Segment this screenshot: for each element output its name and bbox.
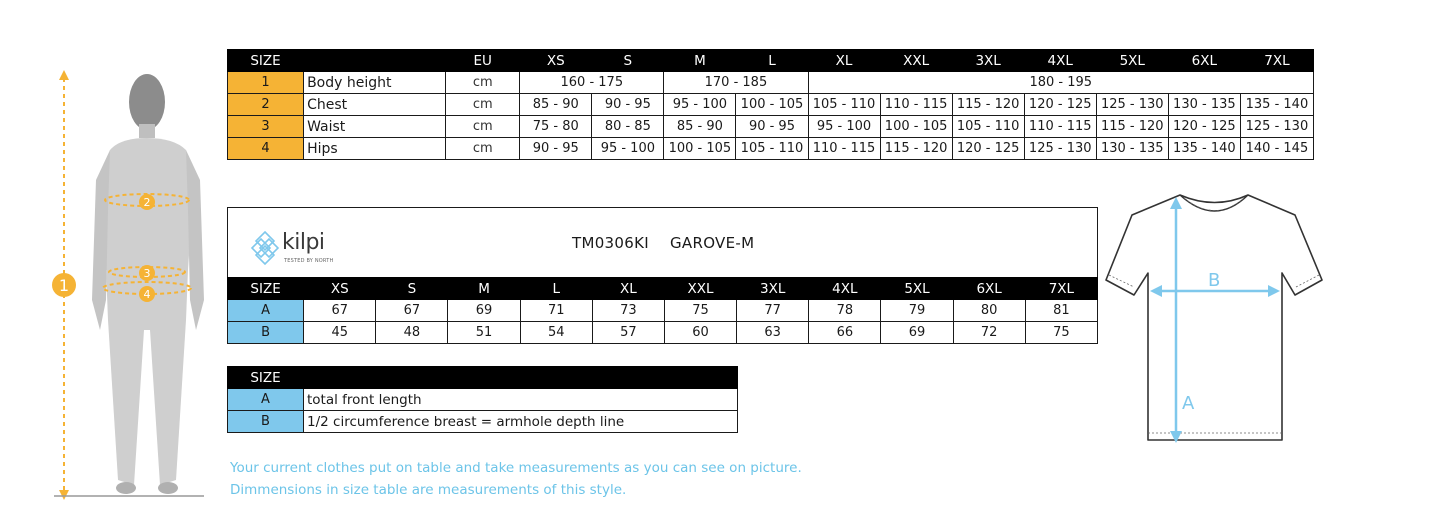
svg-text:2: 2 bbox=[143, 196, 151, 209]
height-range-cell: 180 - 195 bbox=[808, 72, 1314, 94]
row-label: Hips bbox=[304, 138, 446, 160]
value-cell: 110 - 115 bbox=[1024, 116, 1096, 138]
style-name: GAROVE-M bbox=[670, 234, 755, 252]
logo-tagline: TESTED BY NORTH bbox=[284, 258, 334, 264]
legend-text: 1/2 circumference breast = armhole depth line bbox=[304, 411, 738, 433]
value-cell: 75 bbox=[1025, 322, 1097, 344]
row-number: 2 bbox=[228, 94, 304, 116]
marker-3 bbox=[139, 265, 155, 281]
value-cell: 85 - 90 bbox=[520, 94, 592, 116]
unit-cell: cm bbox=[446, 72, 520, 94]
row-label: Chest bbox=[304, 94, 446, 116]
marker-2 bbox=[139, 194, 155, 210]
header-cell: M bbox=[448, 278, 520, 300]
header-cell: XS bbox=[304, 278, 376, 300]
unit-cell: cm bbox=[446, 94, 520, 116]
table-header-row bbox=[228, 367, 738, 389]
table-row-waist bbox=[228, 116, 1314, 138]
legend-table bbox=[227, 366, 738, 433]
value-cell: 81 bbox=[1025, 300, 1097, 322]
value-cell: 67 bbox=[376, 300, 448, 322]
value-cell: 66 bbox=[809, 322, 881, 344]
value-cell: 120 - 125 bbox=[1168, 116, 1240, 138]
header-cell: SIZE bbox=[228, 50, 304, 72]
value-cell: 60 bbox=[664, 322, 736, 344]
row-label: Waist bbox=[304, 116, 446, 138]
value-cell: 100 - 105 bbox=[664, 138, 736, 160]
tshirt-diagram bbox=[1100, 185, 1330, 450]
value-cell: 125 - 130 bbox=[1024, 138, 1096, 160]
value-cell: 135 - 140 bbox=[1168, 138, 1240, 160]
value-cell: 69 bbox=[881, 322, 953, 344]
body-size-table bbox=[227, 49, 1314, 160]
kilpi-knot-icon bbox=[248, 228, 282, 268]
value-cell: 115 - 120 bbox=[952, 94, 1024, 116]
value-cell: 95 - 100 bbox=[808, 116, 880, 138]
table-header-row bbox=[228, 50, 1314, 72]
value-cell: 80 bbox=[953, 300, 1025, 322]
value-cell: 73 bbox=[592, 300, 664, 322]
table-row-chest bbox=[228, 94, 1314, 116]
table-header-row bbox=[228, 278, 1098, 300]
header-cell: XXL bbox=[664, 278, 736, 300]
value-cell: 110 - 115 bbox=[808, 138, 880, 160]
header-cell: M bbox=[664, 50, 736, 72]
row-number: 1 bbox=[228, 72, 304, 94]
header-cell bbox=[304, 367, 738, 389]
row-key: A bbox=[228, 300, 304, 322]
value-cell: 45 bbox=[304, 322, 376, 344]
legend-row-b bbox=[228, 411, 738, 433]
table-row-b bbox=[228, 322, 1098, 344]
value-cell: 69 bbox=[448, 300, 520, 322]
value-cell: 63 bbox=[737, 322, 809, 344]
value-cell: 85 - 90 bbox=[664, 116, 736, 138]
value-cell: 95 - 100 bbox=[592, 138, 664, 160]
header-cell: L bbox=[520, 278, 592, 300]
value-cell: 120 - 125 bbox=[1024, 94, 1096, 116]
header-cell: L bbox=[736, 50, 808, 72]
value-cell: 78 bbox=[809, 300, 881, 322]
label-b: B bbox=[1208, 270, 1221, 291]
value-cell: 120 - 125 bbox=[952, 138, 1024, 160]
header-cell: 3XL bbox=[737, 278, 809, 300]
header-cell: XL bbox=[592, 278, 664, 300]
value-cell: 48 bbox=[376, 322, 448, 344]
value-cell: 90 - 95 bbox=[736, 116, 808, 138]
value-cell: 54 bbox=[520, 322, 592, 344]
value-cell: 105 - 110 bbox=[736, 138, 808, 160]
row-number: 4 bbox=[228, 138, 304, 160]
table-row-a bbox=[228, 300, 1098, 322]
header-cell: 5XL bbox=[881, 278, 953, 300]
height-range-cell: 170 - 185 bbox=[664, 72, 808, 94]
svg-text:4: 4 bbox=[143, 288, 151, 301]
header-cell: 4XL bbox=[809, 278, 881, 300]
row-key: B bbox=[228, 411, 304, 433]
table-row-body-height bbox=[228, 72, 1314, 94]
header-cell: SIZE bbox=[228, 367, 304, 389]
value-cell: 72 bbox=[953, 322, 1025, 344]
row-key: B bbox=[228, 322, 304, 344]
value-cell: 115 - 120 bbox=[1096, 116, 1168, 138]
header-cell: EU bbox=[446, 50, 520, 72]
value-cell: 135 - 140 bbox=[1240, 94, 1313, 116]
value-cell: 100 - 105 bbox=[880, 116, 952, 138]
value-cell: 57 bbox=[592, 322, 664, 344]
value-cell: 105 - 110 bbox=[952, 116, 1024, 138]
dimensions-note: Dimmensions in size table are measurements of this style. bbox=[230, 482, 627, 498]
value-cell: 95 - 100 bbox=[664, 94, 736, 116]
header-cell: 3XL bbox=[952, 50, 1024, 72]
value-cell: 140 - 145 bbox=[1240, 138, 1313, 160]
header-cell: 6XL bbox=[953, 278, 1025, 300]
value-cell: 71 bbox=[520, 300, 592, 322]
marker-1 bbox=[52, 273, 76, 297]
style-header bbox=[227, 207, 1098, 277]
height-range-cell: 160 - 175 bbox=[520, 72, 664, 94]
row-key: A bbox=[228, 389, 304, 411]
logo-wordmark: kilpi bbox=[282, 230, 325, 255]
value-cell: 110 - 115 bbox=[880, 94, 952, 116]
unit-cell: cm bbox=[446, 138, 520, 160]
body-measurement-figure bbox=[40, 60, 220, 505]
value-cell: 100 - 105 bbox=[736, 94, 808, 116]
style-code: TM0306KI bbox=[572, 234, 649, 252]
header-cell: SIZE bbox=[228, 278, 304, 300]
instruction-note: Your current clothes put on table and take measurements as you can see on picture. bbox=[230, 460, 802, 476]
header-cell: XL bbox=[808, 50, 880, 72]
header-cell bbox=[304, 50, 446, 72]
legend-text: total front length bbox=[304, 389, 738, 411]
header-cell: S bbox=[592, 50, 664, 72]
header-cell: XXL bbox=[880, 50, 952, 72]
value-cell: 130 - 135 bbox=[1096, 138, 1168, 160]
value-cell: 130 - 135 bbox=[1168, 94, 1240, 116]
svg-text:1: 1 bbox=[58, 276, 70, 295]
table-row-hips bbox=[228, 138, 1314, 160]
row-label: Body height bbox=[304, 72, 446, 94]
value-cell: 80 - 85 bbox=[592, 116, 664, 138]
row-number: 3 bbox=[228, 116, 304, 138]
kilpi-logo bbox=[248, 226, 338, 270]
value-cell: 115 - 120 bbox=[880, 138, 952, 160]
header-cell: S bbox=[376, 278, 448, 300]
value-cell: 67 bbox=[304, 300, 376, 322]
header-cell: XS bbox=[520, 50, 592, 72]
marker-4 bbox=[139, 286, 155, 302]
value-cell: 75 - 80 bbox=[520, 116, 592, 138]
style-size-table bbox=[227, 277, 1098, 344]
value-cell: 125 - 130 bbox=[1240, 116, 1313, 138]
label-a: A bbox=[1182, 393, 1195, 414]
header-cell: 6XL bbox=[1168, 50, 1240, 72]
value-cell: 90 - 95 bbox=[520, 138, 592, 160]
value-cell: 105 - 110 bbox=[808, 94, 880, 116]
header-cell: 7XL bbox=[1240, 50, 1313, 72]
svg-text:3: 3 bbox=[143, 267, 151, 280]
value-cell: 79 bbox=[881, 300, 953, 322]
unit-cell: cm bbox=[446, 116, 520, 138]
value-cell: 90 - 95 bbox=[592, 94, 664, 116]
legend-row-a bbox=[228, 389, 738, 411]
header-cell: 7XL bbox=[1025, 278, 1097, 300]
value-cell: 75 bbox=[664, 300, 736, 322]
value-cell: 51 bbox=[448, 322, 520, 344]
value-cell: 125 - 130 bbox=[1096, 94, 1168, 116]
header-cell: 5XL bbox=[1096, 50, 1168, 72]
value-cell: 77 bbox=[737, 300, 809, 322]
header-cell: 4XL bbox=[1024, 50, 1096, 72]
